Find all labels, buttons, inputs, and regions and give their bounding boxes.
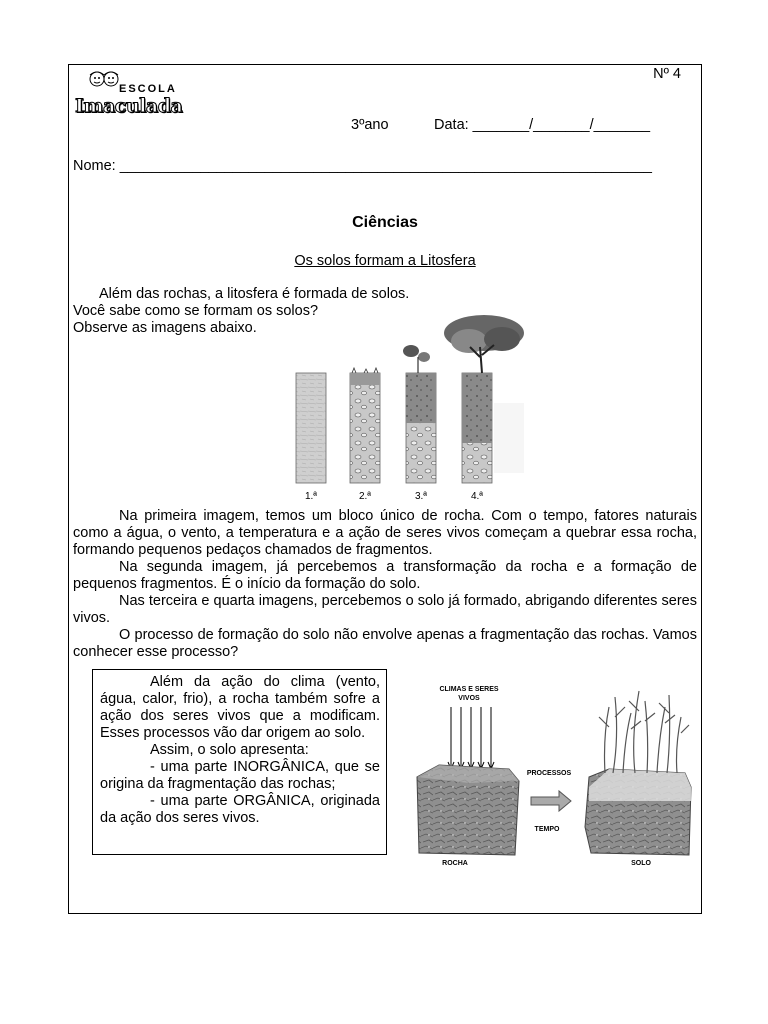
process-arrow-icon [531,791,571,811]
time-label: TEMPO [534,826,560,833]
box-paragraph-2: Assim, o solo apresenta: [150,742,309,758]
paragraph-4: O processo de formação do solo não envolve apenas a fragmentação das rochas. Vamos conhecer esse processo? [73,627,697,660]
stage-2-column [350,368,380,483]
soil-block [585,691,691,855]
stage-label-4: 4.ª [470,491,484,502]
date-field: Data: _______/_______/_______ [434,117,651,133]
intro-line-2: Você sabe como se formam os solos? [73,303,319,319]
paragraph-2: Na segunda imagem, já percebemos a transformação da rocha e a formação de pequenos fragmentos. É o início da formação do solo. [73,559,697,592]
stage-label-1: 1.ª [304,491,318,502]
stage-4-column [444,315,524,483]
paragraph-1: Na primeira imagem, temos um bloco único de rocha. Com o tempo, fatores naturais como a água, o vento, a temperatura e a ação de seres vivos começam a quebrar essa rocha, formando pequenos pedaços chamados de fragmentos. [73,508,697,558]
climate-label-line1: CLIMAS E SERES [439,686,499,693]
soil-label: SOLO [631,860,651,867]
stage-3-column [403,345,436,483]
logo-escola-text: ESCOLA [119,83,177,95]
grade-label: 3ºano [351,117,389,133]
rock-to-soil-figure [409,677,699,867]
body-text [73,508,697,661]
plants-icon [599,691,689,773]
sheet-number: Nº 4 [653,66,681,82]
box-paragraph-4: - uma parte ORGÂNICA, originada da ação dos seres vivos. [100,793,380,826]
box-paragraph-1: Além da ação do clima (vento, água, calor, frio), a rocha também sofre a ação dos seres vivos que a modificam. Esses processos vão dar origem ao solo. [100,674,380,741]
rock-block [417,765,519,855]
processes-label: PROCESSOS [526,770,572,777]
stage-label-3: 3.ª [414,491,428,502]
stage-1-column [296,373,326,483]
info-box [92,669,387,855]
page-title: Ciências [352,214,418,231]
page-subtitle: Os solos formam a Litosfera [294,253,476,269]
logo-name-text: Imaculada [75,95,183,117]
climate-label-line2: VIVOS [458,695,480,702]
intro-line-3: Observe as imagens abaixo. [73,320,257,336]
school-logo [73,69,183,117]
stage-label-2: 2.ª [358,491,372,502]
name-field: Nome: __________________________________________________________________ [73,158,652,174]
paragraph-3: Nas terceira e quarta imagens, percebemos o solo já formado, abrigando diferentes seres vivos. [73,593,697,626]
climate-arrows [448,707,494,769]
soil-stages-figure [284,313,534,505]
intro-line-1: Além das rochas, a litosfera é formada de solos. [99,286,410,302]
worksheet-frame [68,64,702,914]
box-paragraph-3: - uma parte INORGÂNICA, que se origina da fragmentação das rochas; [100,759,380,792]
rock-label: ROCHA [442,860,468,867]
